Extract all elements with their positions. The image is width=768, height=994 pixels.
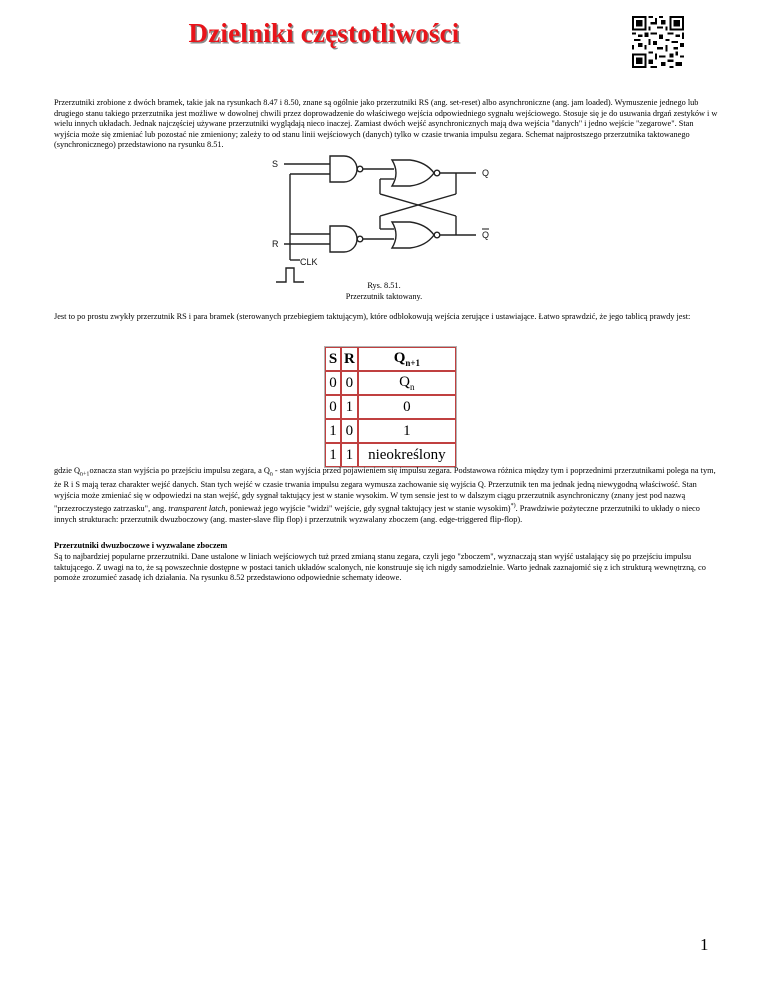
page-title: Dzielniki częstotliwości — [188, 18, 460, 48]
truth-table — [324, 346, 457, 468]
figure-caption-number: Rys. 8.51. — [367, 281, 401, 290]
intro-paragraph: Przerzutniki zrobione z dwóch bramek, takie jak na rysunkach 8.47 i 8.50, znane są ogólnie jako przerzutniki RS (ang. set-reset) albo asynchroniczne (ang. jam loaded). Wymuszenie jednego lub drugiego stanu takiego przerzutnika jest możliwe w dowolnej chwili przez doprowadzenie do właściwego wejścia odpowiedniego sygnału wejściowego. Stosuje się je do usuwania drgań zestyków i w wielu innych układach. Jednak najczęściej używane przerzutniki wyglądają nieco inaczej. Zamiast dwóch wejść asynchronicznych mają dwa wejścia "danych" i jedno wejście "zegarowe". Stan wyjścia może się zmieniać lub pozostać nie zmieniony; zależy to od stanu linii wejściowych (danych) tylko w czasie trwania impulsu zegara. Schemat najprostszego przerzutnika taktowanego (synchronicznego) przedstawiono na rysunku 8.51. — [54, 98, 718, 150]
cell-r: 0 — [341, 419, 358, 443]
explanation-paragraph: gdzie $Q_{n+1}oznacza$ stan wyjścia po przejściu impulsu zegara, a $Q_n$ - stan wyjścia przed pojawieniem się impulsu zegara. Podstawowa różnica między tym i poprzednimi przerzutnikami polega na tym, że R i S mają teraz charakter wejść danych. Stan tych wejść w czasie trwania impulsu zegara wymusza zachowanie się wyjścia Q. Przerzutnik ten ma jednak jedną niewygodną właściwość. Stan wyjścia może zmieniać się w odpowiedzi na stan wejść, gdy sygnał taktujący jest w stanie wysokim. W tym sensie jest to w dalszym ciągu przerzutnik asynchroniczny (znany jest pod nazwą "przezroczystego zatrzasku", ang. transparent latch, ponieważ jego wyjście "widzi" wejście, gdy sygnał taktujący jest w stanie wysokim)*). Prawdziwie pożyteczne przerzutniki to układy o nieco innych strukturach: przerzutnik dwuzboczowy (ang. master-slave flip flop) i przerzutnik wyzwalany zboczem (ang. edge-triggered flip-flop). — [54, 466, 716, 524]
cell-s: 0 — [325, 395, 341, 419]
page-number: 1 — [700, 935, 709, 954]
cell-q: nieokreślony — [358, 443, 456, 467]
truth-table-row — [325, 419, 456, 443]
truth-table-row — [325, 371, 456, 395]
clk-label: CLK — [300, 257, 318, 267]
cell-q: $Q_n$ — [358, 371, 456, 395]
cell-r: 0 — [341, 371, 358, 395]
cell-q: 1 — [358, 419, 456, 443]
header-qn1: $Q_{n+1}$ — [358, 347, 456, 371]
header-s: S — [325, 347, 341, 371]
output-q-label: Q — [482, 168, 490, 178]
truth-table-header-row — [325, 347, 456, 371]
cell-s: 1 — [325, 443, 341, 467]
clocked-flip-flop-schematic — [270, 148, 500, 286]
input-s-label: S — [272, 159, 279, 169]
master-slave-paragraph: Są to najbardziej popularne przerzutniki. Dane ustalone w liniach wejściowych tuż przed zmianą stanu zegara, czyli jego "zboczem", wyznaczają stan wyjść ustalający się po przejściu impulsu taktującego. Z uwagi na to, że są powszechnie dostępne w postaci tanich układów scalonych, nie konstruuje się ich nigdy samodzielnie. Warto jednak zaznajomić się z ich strukturą wewnętrzną, co pomoże zrozumieć zasadę ich działania. Na rysunku 8.52 przedstawiono odpowiednie schematy ideowe. — [54, 552, 706, 583]
truth-table-intro: Jest to po prostu zwykły przerzutnik RS i para bramek (sterowanych przebiegiem taktującym), które odblokowują wejścia zerujące i ustawiające. Łatwo sprawdzić, że jego tablicą prawdy jest: — [54, 312, 691, 321]
truth-table-row — [325, 443, 456, 467]
truth-table-row — [325, 395, 456, 419]
section-heading: Przerzutniki dwuzboczowe i wyzwalane zboczem — [54, 541, 228, 550]
header-r: R — [341, 347, 358, 371]
figure-caption-text: Przerzutnik taktowany. — [345, 292, 423, 301]
cell-r: 1 — [341, 395, 358, 419]
cell-s: 1 — [325, 419, 341, 443]
output-qbar-label: Q — [482, 230, 490, 240]
cell-s: 0 — [325, 371, 341, 395]
cell-r: 1 — [341, 443, 358, 467]
qr-code-icon — [632, 16, 684, 68]
cell-q: 0 — [358, 395, 456, 419]
input-r-label: R — [272, 239, 279, 249]
